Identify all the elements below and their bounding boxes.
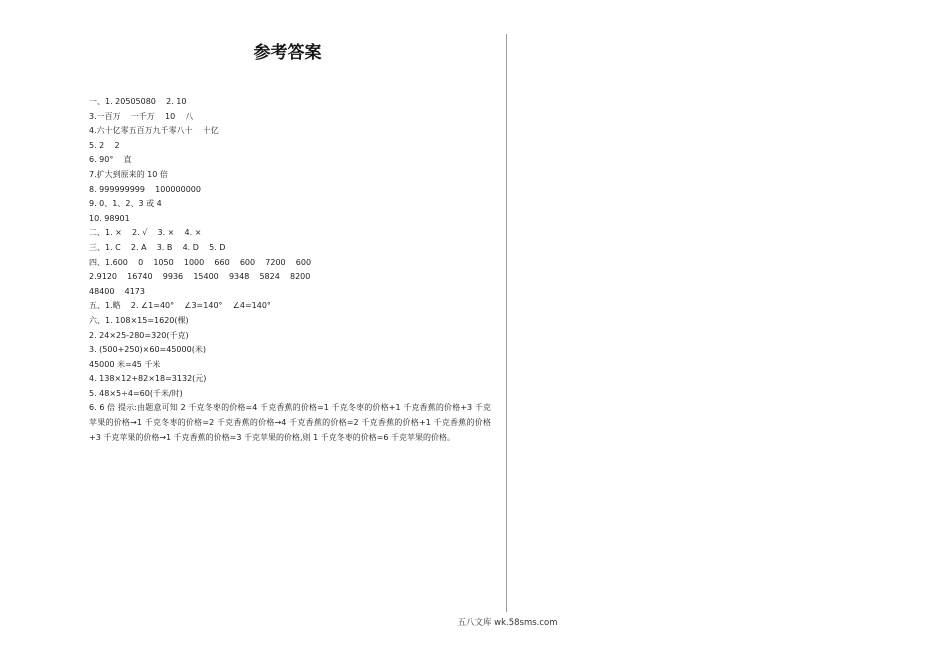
- answer-line: 45000 米=45 千米: [89, 359, 161, 369]
- page-title: 参考答案: [253, 43, 322, 63]
- answer-line: 5. 2 2: [89, 140, 120, 150]
- answer-list: [89, 95, 491, 445]
- answer-line: 五、1.略 2. ∠1=40° ∠3=140° ∠4=140°: [89, 301, 271, 311]
- answer-line: 2.9120 16740 9936 15400 9348 5824 8200: [89, 272, 311, 282]
- answer-line: 48400 4173: [89, 286, 145, 296]
- answer-line: 10. 98901: [89, 213, 130, 223]
- answer-line: 8. 999999999 100000000: [89, 184, 201, 194]
- answer-line: 7.扩大到原来的 10 倍: [89, 169, 168, 179]
- answer-hint-paragraph: 6. 6 倍 提示:由题意可知 2 千克冬枣的价格=4 千克香蕉的价格=1 千克冬枣的价格+1 千克香蕉的价格+3 千克苹果的价格→1 千克冬枣的价格=2 千克香蕉的价格→4 千克香蕉的价格=2 千克香蕉的价格+1 千克香蕉的价格+3 千克苹果的价格→1 千克香蕉的价格=3 千克苹果的价格,则 1 千克冬枣的价格=6 千克苹果的价格。: [89, 403, 491, 442]
- answer-line: 6. 90° 直: [89, 155, 132, 165]
- answer-line: 3.一百万 一千万 10 八: [89, 111, 194, 121]
- answer-line: 4.六十亿零五百万九千零八十 十亿: [89, 126, 219, 136]
- footer-watermark: 五八文库 wk.58sms.com: [457, 618, 558, 628]
- answer-line: 9. 0、1、2、3 或 4: [89, 199, 162, 209]
- answer-line: 5. 48×5÷4=60(千米/时): [89, 388, 183, 398]
- answer-line: 一、1. 20505080 2. 10: [89, 97, 187, 106]
- answer-line: 六、1. 108×15=1620(棵): [89, 315, 189, 325]
- answer-line: 2. 24×25-280=320(千克): [89, 330, 189, 340]
- answer-line: 4. 138×12+82×18=3132(元): [89, 374, 207, 384]
- answer-line: 三、1. C 2. A 3. B 4. D 5. D: [89, 242, 226, 252]
- answer-line: 3. (500+250)×60=45000(米): [89, 345, 206, 355]
- answer-line: 四、1.600 0 1050 1000 660 600 7200 600: [89, 257, 312, 267]
- answer-line: 二、1. × 2. √ 3. × 4. ×: [89, 228, 202, 238]
- column-divider: [506, 34, 507, 612]
